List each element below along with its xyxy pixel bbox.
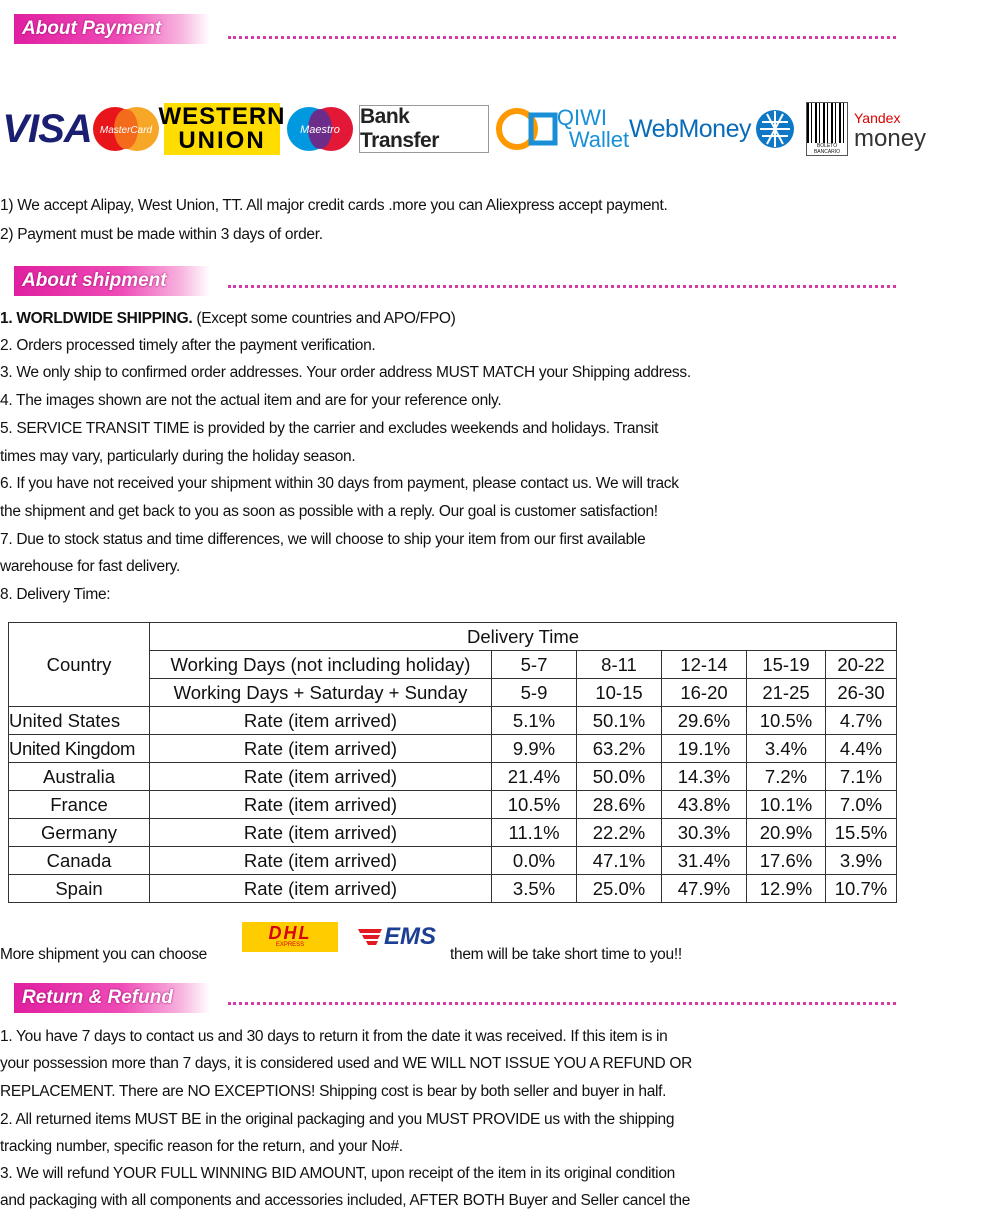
table-cell: 26-30 — [826, 679, 897, 707]
table-cell: 50.0% — [577, 763, 662, 791]
about-shipment-banner: About shipment — [14, 266, 210, 296]
western-union-logo: WESTERN UNION — [158, 103, 286, 154]
table-cell: 47.1% — [577, 847, 662, 875]
working-days-label: Working Days (not including holiday) — [150, 651, 492, 679]
country-cell: Germany — [9, 819, 150, 847]
refund-line: and packaging with all components and accessories included, AFTER BOTH Buyer and Seller cancel the — [0, 1192, 691, 1209]
table-cell: 21-25 — [747, 679, 826, 707]
table-cell: 47.9% — [662, 875, 747, 903]
svg-text:MasterCard: MasterCard — [99, 125, 153, 136]
table-cell: 30.3% — [662, 819, 747, 847]
maestro-logo — [286, 94, 354, 164]
refund-line: tracking number, specific reason for the return, and your No#. — [0, 1138, 403, 1155]
shipment-line: 5. SERVICE TRANSIT TIME is provided by the carrier and excludes weekends and holidays. Transit — [0, 420, 659, 437]
shipment-line-1-bold: 1. WORLDWIDE SHIPPING. — [0, 310, 193, 327]
country-cell: Spain — [9, 875, 150, 903]
refund-line: 3. We will refund YOUR FULL WINNING BID AMOUNT, upon receipt of the item in its original condition — [0, 1165, 675, 1182]
table-cell: 10.7% — [826, 875, 897, 903]
rate-label: Rate (item arrived) — [150, 735, 492, 763]
table-cell: 29.6% — [662, 707, 747, 735]
dotted-divider — [228, 285, 896, 288]
delivery-time-table — [8, 622, 897, 903]
table-cell: 10.5% — [747, 707, 826, 735]
payment-line-2: 2) Payment must be made within 3 days of order. — [0, 226, 323, 243]
dotted-divider — [228, 1002, 896, 1005]
bank-transfer-logo: Bank Transfer — [358, 94, 490, 164]
country-cell: United Kingdom — [9, 735, 150, 763]
table-row — [9, 707, 897, 735]
visa-logo: VISA — [2, 106, 92, 151]
dhl-logo: DHL EXPRESS — [242, 922, 338, 952]
rate-label: Rate (item arrived) — [150, 707, 492, 735]
about-payment-banner: About Payment — [14, 14, 210, 44]
table-cell: 12.9% — [747, 875, 826, 903]
country-cell: France — [9, 791, 150, 819]
rate-label: Rate (item arrived) — [150, 875, 492, 903]
country-cell: Australia — [9, 763, 150, 791]
table-cell: 3.4% — [747, 735, 826, 763]
shipment-line: 6. If you have not received your shipment within 30 days from payment, please contact us. We will track — [0, 475, 679, 492]
country-cell: United States — [9, 707, 150, 735]
yandex-money-logo: Yandex money — [854, 110, 927, 152]
shipment-line: times may vary, particularly during the holiday season. — [0, 448, 356, 465]
table-cell: 5.1% — [492, 707, 577, 735]
table-cell: 12-14 — [662, 651, 747, 679]
table-cell: 25.0% — [577, 875, 662, 903]
table-cell: 10-15 — [577, 679, 662, 707]
table-cell: 11.1% — [492, 819, 577, 847]
table-cell: 43.8% — [662, 791, 747, 819]
boleto-logo: BOLETO BANCARIO — [804, 94, 850, 164]
table-cell: 63.2% — [577, 735, 662, 763]
shipment-line: 3. We only ship to confirmed order addresses. Your order address MUST MATCH your Shipping address. — [0, 364, 691, 381]
rate-label: Rate (item arrived) — [150, 763, 492, 791]
refund-line: REPLACEMENT. There are NO EXCEPTIONS! Shipping cost is bear by both seller and buyer in half. — [0, 1083, 667, 1100]
table-cell: 4.7% — [826, 707, 897, 735]
table-cell: 5-7 — [492, 651, 577, 679]
refund-line: 2. All returned items MUST BE in the original packaging and you MUST PROVIDE us with the shipping — [0, 1111, 675, 1128]
shipment-line: 4. The images shown are not the actual item and are for your reference only. — [0, 392, 502, 409]
table-cell: 50.1% — [577, 707, 662, 735]
table-cell: 7.2% — [747, 763, 826, 791]
return-refund-banner: Return & Refund — [14, 983, 210, 1013]
table-cell: 3.5% — [492, 875, 577, 903]
weekend-days-label: Working Days + Saturday + Sunday — [150, 679, 492, 707]
table-row — [9, 875, 897, 903]
shipment-line-1-rest: (Except some countries and APO/FPO) — [192, 310, 456, 327]
refund-line: your possession more than 7 days, it is considered used and WE WILL NOT ISSUE YOU A REFUND OR — [0, 1055, 692, 1072]
table-cell: 0.0% — [492, 847, 577, 875]
webmoney-globe-icon — [752, 94, 798, 164]
table-cell: 7.1% — [826, 763, 897, 791]
table-cell: 28.6% — [577, 791, 662, 819]
shipment-line: 8. Delivery Time: — [0, 586, 111, 603]
dotted-divider — [228, 36, 896, 39]
table-cell: 20.9% — [747, 819, 826, 847]
table-cell: 22.2% — [577, 819, 662, 847]
rate-label: Rate (item arrived) — [150, 847, 492, 875]
table-cell: 3.9% — [826, 847, 897, 875]
payment-logos — [2, 94, 927, 164]
table-cell: 15-19 — [747, 651, 826, 679]
shipment-line: the shipment and get back to you as soon as possible with a reply. Our goal is customer satisfaction! — [0, 503, 658, 520]
mastercard-logo — [92, 94, 160, 164]
table-row — [9, 847, 897, 875]
shipment-line-1 — [0, 310, 455, 328]
table-cell: 8-11 — [577, 651, 662, 679]
table-cell: 21.4% — [492, 763, 577, 791]
table-header-row — [9, 623, 897, 651]
refund-line: 1. You have 7 days to contact us and 30 days to return it from the date it was received. If this item is in — [0, 1028, 668, 1045]
header-delivery-time: Delivery Time — [150, 623, 897, 651]
table-cell: 17.6% — [747, 847, 826, 875]
table-cell: 20-22 — [826, 651, 897, 679]
country-cell: Canada — [9, 847, 150, 875]
table-cell: 7.0% — [826, 791, 897, 819]
shipment-short-time-text: them will be take short time to you!! — [450, 946, 682, 963]
shipment-line: 2. Orders processed timely after the payment verification. — [0, 337, 376, 354]
qiwi-wallet-logo: QIWI Wallet — [496, 94, 626, 164]
svg-text:Maestro: Maestro — [300, 124, 340, 136]
table-cell: 19.1% — [662, 735, 747, 763]
shipment-choose-text: More shipment you can choose — [0, 946, 207, 963]
table-cell: 15.5% — [826, 819, 897, 847]
table-cell: 5-9 — [492, 679, 577, 707]
table-row — [9, 735, 897, 763]
webmoney-logo: WebMoney — [629, 114, 751, 143]
table-cell: 31.4% — [662, 847, 747, 875]
header-country: Country — [9, 623, 150, 707]
table-cell: 14.3% — [662, 763, 747, 791]
table-cell: 10.1% — [747, 791, 826, 819]
table-row — [9, 819, 897, 847]
payment-line-1: 1) We accept Alipay, West Union, TT. All major credit cards .more you can Aliexpress accept payment. — [0, 197, 668, 214]
rate-label: Rate (item arrived) — [150, 791, 492, 819]
table-cell: 4.4% — [826, 735, 897, 763]
table-row — [9, 791, 897, 819]
rate-label: Rate (item arrived) — [150, 819, 492, 847]
table-cell: 9.9% — [492, 735, 577, 763]
table-cell: 16-20 — [662, 679, 747, 707]
table-row — [9, 763, 897, 791]
table-cell: 10.5% — [492, 791, 577, 819]
ems-logo: EMS — [358, 922, 442, 952]
shipment-line: warehouse for fast delivery. — [0, 558, 180, 575]
shipment-line: 7. Due to stock status and time differences, we will choose to ship your item from our first available — [0, 531, 646, 548]
qiwi-icon — [493, 101, 557, 157]
ems-wing-icon — [358, 927, 384, 947]
